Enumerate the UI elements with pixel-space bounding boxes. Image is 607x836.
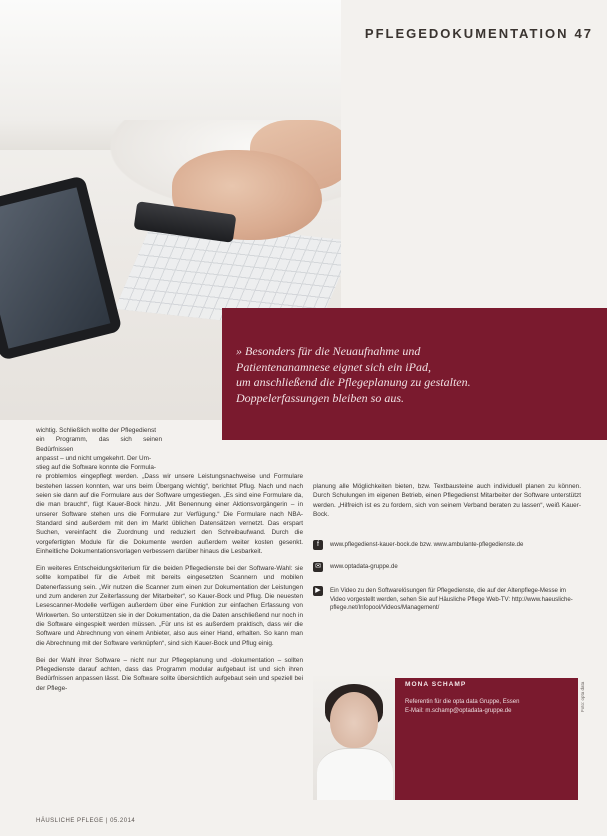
video-icon: ▶: [313, 586, 323, 596]
author-body-illustration: [317, 748, 393, 800]
author-photo: [313, 676, 395, 800]
photo-credit: Foto: opta data: [580, 681, 585, 712]
page-footer: HÄUSLICHE PFLEGE | 05.2014: [36, 818, 136, 824]
page-header: [365, 26, 593, 41]
section-title: PFLEGEDOKUMENTATION: [364, 26, 569, 41]
info-line: [313, 563, 581, 572]
author-face-illustration: [330, 692, 378, 748]
page-number: 47: [574, 26, 593, 41]
info-link[interactable]: Ein Video zu den Softwarelösungen für Pflegedienste, die auf der Altenpflege-Messe im Video vorgestellt werden, sehen Sie auf Häusliche Pflege Web-TV: http://www.haeusliche-pflege.net/Infopool/Videos/Management/: [330, 587, 573, 611]
pull-quote-text: » Besonders für die Neuaufnahme und Patientenanamnese eignet sich ein iPad, um anschließend die Pflegeplanung zu gestalten. Doppelerfassungen bleiben so aus.: [236, 344, 471, 405]
author-bio: Referentin für die opta data Gruppe, Essen E-Mail: m.schamp@optadata-gruppe.de: [395, 692, 578, 800]
paragraph: Ein weiteres Entscheidungskriterium für die beiden Pflegedienste bei der Software-Wahl: sie sollte kompatibel für die Arbeit mit bereits eingesetzten Scannern und mobilen Datenerfassung sein. „Wir nutzen die Scanner zum einen zur Dokumentation der Leistungen und zum anderen zur Zeiterfassung der Mitarbeiter“, so Kauer-Bock und Pflug. Die neuesten Lesescanner-Modelle verfügen außerdem über eine Funktion zur einfachen Erfassung von Wirkwerten. So unterstützen sie in der Dokumentation, da die Daten anschließend nur noch in die Software eingespielt werden müssen. „Für uns ist es außerdem praktisch, dass wir die Software und Abrechnung von einem Anbieter, also aus einer Hand, erhalten. So kann man die Abrechnung mit der Software verknüpfen“, sind sich Kauer-Bock und Pflug einig.: [36, 565, 303, 647]
facebook-icon: f: [313, 540, 323, 550]
tablet-illustration: [0, 175, 122, 360]
web-icon: ✉: [313, 562, 323, 572]
author-email[interactable]: E-Mail: m.schamp@optadata-gruppe.de: [405, 708, 512, 714]
info-link[interactable]: www.pflegedienst-kauer-bock.de bzw. www.ambulante-pflegedienste.de: [330, 541, 524, 548]
tablet-screen: [0, 187, 110, 348]
text-column-right: [313, 482, 581, 527]
author-name: MONA SCHAMP: [395, 678, 578, 692]
paragraph: planung alle Möglichkeiten bieten, bzw. Textbausteine auch individuell planen zu können. Durch Schulungen im eigenen Betrieb, einen Pflegedienst Mitarbeiter der Software unterstützt werden. „Hilfreich ist es zu fordern, sich von seinem Verband beraten zu lassen“, weiß Kauer-Bock.: [313, 483, 581, 518]
info-line: [313, 541, 581, 550]
pull-quote: [222, 308, 607, 440]
info-line: [313, 587, 581, 613]
text-column-left: [36, 426, 303, 701]
paragraph: wichtig. Schließlich wollte der Pflegedienst ein Programm, das sich seinen Bedürfnissen anpasst – und nicht umgekehrt. Der Um- stieg auf die Software konnte die Formula- re problemlos eingepflegt werden. „Dass wir unsere Leistungsnachweise und Formulare bestehen lassen konnten, war uns beim Übergang wichtig“, berichtet Pflug. Nach und nach seien sie dann auf die Formulare aus der Software umgestiegen. „Es sind eine Formulare da, die man braucht“, fügt Kauer-Bock hinzu. „Mit Benennung einer Aktionsvorgängerin – in unserer Software stehen uns die Formulare zur Verfügung.“ Die Formulare nach NBA-Standard sind außerdem mit den im Markt üblichen Datensätzen vernetzt. Das erspart Suchen, vereinfacht die Zuordnung und reduziert den Schreibaufwand. Durch die vorgefertigten Module für die Dokumente werden außerdem weiter kosten gesenkt. Einheitliche Dokumentationsvorlagen verbessern darüber hinaus die Lesbarkeit.: [36, 427, 303, 555]
paragraph: Bei der Wahl ihrer Software – nicht nur zur Pflegeplanung und -dokumentation – sollten Pflegedienste darauf achten, dass das Programm modular aufgebaut ist und sich ihren Bedürfnissen anpassen lässt. Die Software sollte übersichtlich aufgebaut sein und speziell bei der Pflege-: [36, 656, 303, 692]
info-link[interactable]: www.optadata-gruppe.de: [330, 563, 398, 570]
